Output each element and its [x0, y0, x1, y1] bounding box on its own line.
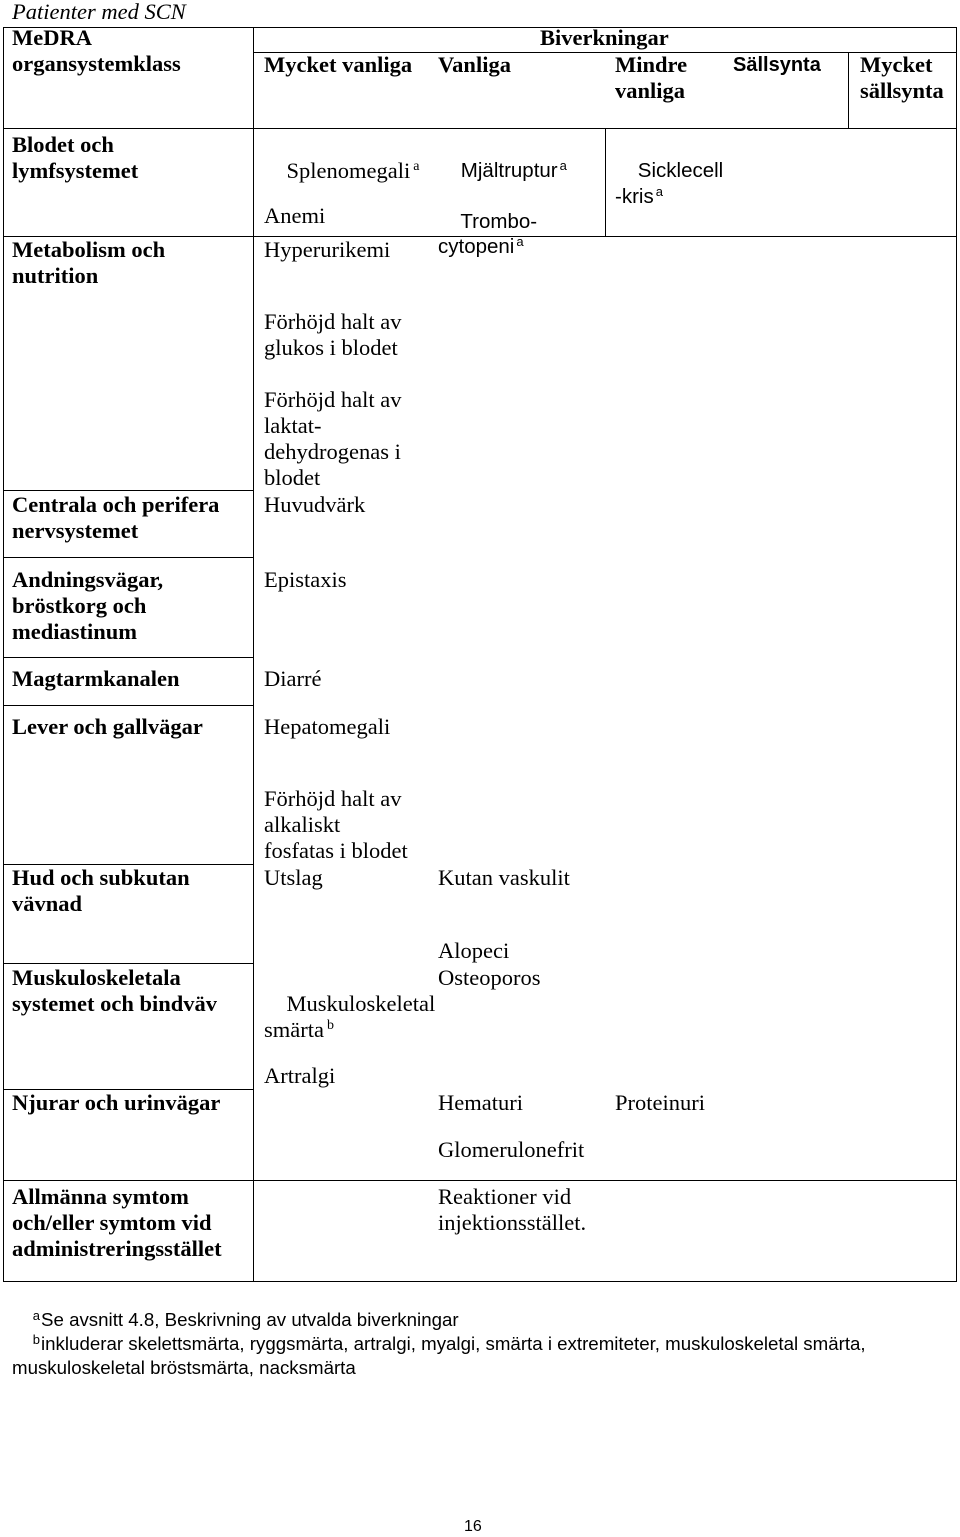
frequency-header-uncommon: Mindre vanliga	[615, 52, 688, 103]
row-rule	[3, 490, 253, 491]
soc-label: Centrala och perifera nervsystemet	[12, 492, 220, 543]
reaction-text: Trombo- cytopeni	[438, 210, 538, 258]
frequency-header-very-common: Mycket vanliga	[264, 52, 413, 77]
soc-label: Lever och gallvägar	[12, 714, 203, 739]
row-rule	[3, 657, 253, 658]
row-rule	[3, 1180, 957, 1181]
footnote-text: inkluderar skelettsmärta, ryggsmärta, artralgi, myalgi, smärta i extremiteter, muskuloskeletal smärta, muskuloskeletal bröstsmärta, nacksmärta	[12, 1333, 866, 1378]
reaction-common: Hematuri	[438, 1090, 523, 1115]
footnote-marker: a	[516, 233, 524, 249]
reaction-text: Muskuloskeletal smärta	[264, 991, 436, 1042]
reaction-very-common: Epistaxis	[264, 567, 347, 592]
reaction-very-common: Artralgi	[264, 1063, 336, 1088]
footnote-text: Se avsnitt 4.8, Beskrivning av utvalda biverkningar	[41, 1309, 459, 1330]
reaction-common	[438, 184, 537, 284]
reaction-very-common: Förhöjd halt av glukos i blodet	[264, 309, 402, 360]
reaction-text: Mjältruptur	[460, 159, 558, 182]
header-column-divider	[848, 52, 849, 128]
header-bottom-rule	[3, 128, 957, 129]
reaction-very-common: Anemi	[264, 203, 326, 228]
reaction-very-common: Diarré	[264, 666, 322, 691]
soc-label: Blodet och lymfsystemet	[12, 132, 139, 183]
soc-label: Magtarmkanalen	[12, 666, 180, 691]
reaction-uncommon: Proteinuri	[615, 1090, 705, 1115]
row-rule	[3, 557, 253, 558]
page-number: 16	[464, 1518, 482, 1535]
reaction-very-common	[264, 132, 419, 210]
row-rule	[3, 963, 253, 964]
soc-label: Muskuloskeletala systemet och bindväv	[12, 965, 218, 1016]
reaction-very-common: Huvudvärk	[264, 492, 366, 517]
soc-label: Hud och subkutan vävnad	[12, 865, 190, 916]
reaction-common: Reaktioner vid injektionsstället.	[438, 1184, 587, 1235]
footnote-marker: a	[655, 183, 663, 199]
footnote-marker: b	[326, 1018, 334, 1034]
frequency-header-common: Vanliga	[438, 52, 511, 77]
row-rule	[3, 705, 253, 706]
soc-label: Metabolism och nutrition	[12, 237, 166, 288]
reaction-common: Glomerulonefrit	[438, 1137, 585, 1162]
table-border-bottom	[3, 1281, 957, 1282]
soc-label: Andningsvägar, bröstkorg och mediastinum	[12, 567, 164, 644]
reaction-uncommon	[615, 132, 723, 236]
reaction-common: Kutan vaskulit	[438, 865, 570, 890]
adverse-reactions-group-header: Biverkningar	[540, 25, 669, 50]
soc-column-divider	[253, 27, 254, 1282]
reaction-common: Alopeci	[438, 938, 510, 963]
reaction-very-common: Förhöjd halt av alkaliskt fosfatas i blodet	[264, 786, 408, 863]
footnote-marker: a	[32, 1307, 41, 1323]
table-border-right	[956, 27, 957, 1282]
frequency-header-very-rare: Mycket sällsynta	[860, 52, 944, 103]
reaction-very-common	[264, 965, 435, 1069]
frequency-header-rare: Sällsynta	[733, 54, 821, 76]
reaction-common: Osteoporos	[438, 965, 541, 990]
soc-label: Njurar och urinvägar	[12, 1090, 221, 1115]
reaction-text: Splenomegali	[286, 158, 411, 183]
table-border-left	[3, 27, 4, 1282]
running-header: Patienter med SCN	[12, 0, 186, 24]
reaction-very-common: Förhöjd halt av laktat- dehydrogenas i blodet	[264, 387, 402, 490]
footnote-b	[12, 1308, 866, 1404]
footnote-marker: b	[32, 1331, 41, 1347]
footnote-marker: a	[559, 157, 567, 173]
uncommon-cell-divider	[605, 128, 606, 236]
soc-label: Allmänna symtom och/eller symtom vid administreringsstället	[12, 1184, 222, 1261]
reaction-very-common: Utslag	[264, 865, 323, 890]
reaction-very-common: Hyperurikemi	[264, 237, 391, 262]
footnote-marker: a	[413, 159, 420, 175]
reaction-text: Sicklecell -kris	[615, 159, 724, 208]
soc-column-header: MeDRA organsystemklass	[12, 25, 181, 76]
reaction-very-common: Hepatomegali	[264, 714, 391, 739]
